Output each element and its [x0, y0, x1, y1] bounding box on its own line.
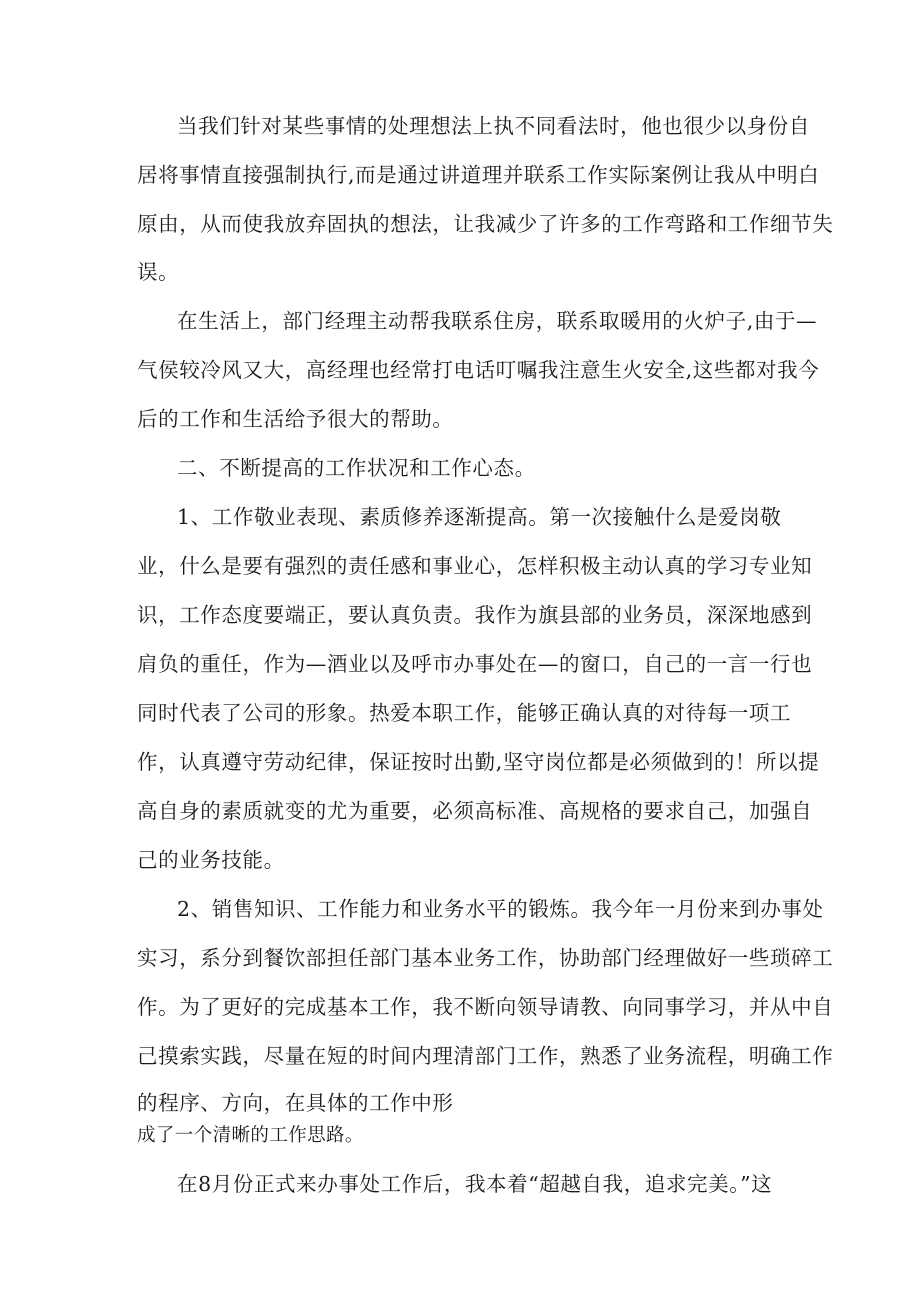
text-line: 肩负的重任，作为—酒业以及呼市办事处在—的窗口，自己的一言一行也	[137, 652, 813, 676]
text-line: 后的工作和生活给予很大的帮助。	[137, 407, 454, 431]
text-line: 误。	[137, 260, 180, 284]
text-line: 居将事情直接强制执行,而是通过讲道理并联系工作实际案例让我从中明白	[137, 163, 820, 187]
text-line: 作。为了更好的完成基本工作，我不断向领导请教、向同事学习，并从中自	[137, 995, 834, 1019]
heading-line: 二、不断提高的工作状况和工作心态。	[177, 456, 536, 480]
text-line: 业，什么是要有强烈的责任感和事业心，怎样积极主动认真的学习专业知	[137, 554, 813, 578]
text-line: 原由，从而使我放弃固执的想法，让我减少了许多的工作弯路和工作细节失	[137, 212, 834, 236]
text-line: 己的业务技能。	[137, 848, 285, 872]
text-line: 的程序、方向，在具体的工作中形	[137, 1091, 454, 1115]
text-line: 气侯较冷风又大，高经理也经常打电话叮嘱我注意生火安全,这些都对我今	[137, 358, 820, 382]
text-line: 在8月份正式来办事处工作后，我本着“超越自我，追求完美。”这	[177, 1172, 773, 1196]
text-line: 实习，系分到餐饮部担任部门基本业务工作，协助部门经理做好一些琐碎工	[137, 946, 834, 970]
text-line: 2、销售知识、工作能力和业务水平的锻炼。我今年一月份来到办事处	[177, 897, 824, 921]
text-line: 高自身的素质就变的尤为重要，必须高标准、高规格的要求自己，加强自	[137, 799, 813, 823]
text-line: 同时代表了公司的形象。热爱本职工作，能够正确认真的对待每一项工	[137, 701, 792, 725]
text-line: 己摸索实践，尽量在短的时间内理清部门工作，熟悉了业务流程，明确工作	[137, 1044, 834, 1068]
text-line: 作，认真遵守劳动纪律，保证按时出勤,坚守岗位都是必须做到的！所以提	[137, 750, 820, 774]
text-line: 1、工作敬业表现、素质修养逐渐提高。第一次接触什么是爱岗敬	[177, 505, 782, 529]
text-line: 当我们针对某些事情的处理想法上执不同看法时，他也很少以身份自	[177, 114, 810, 138]
text-line: 识，工作态度要端正，要认真负责。我作为旗县部的业务员，深深地感到	[137, 603, 813, 627]
text-line: 在生活上，部门经理主动帮我联系住房，联系取暖用的火炉子,由于—	[177, 309, 818, 333]
text-line: 成了一个清晰的工作思路。	[137, 1125, 364, 1146]
